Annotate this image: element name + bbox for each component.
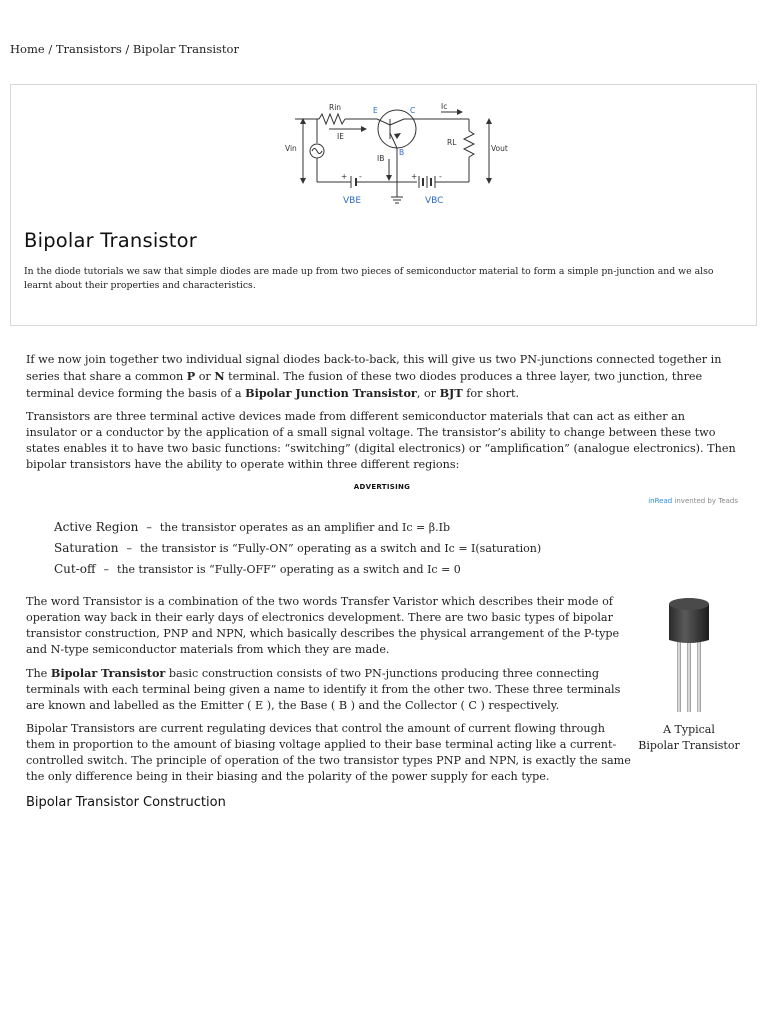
- region-item: Active Region – the transistor operates as an amplifier and Ic = β.Ib: [54, 520, 451, 534]
- paragraph-current-regulating: Bipolar Transistors are current regulating devices that control the amount of current flowing through them in proportion to the amount of biasing voltage applied to their base terminal acting like a current-controlled switch. The principle of operation of the two transistor types PNP and NPN, is exactly the same the only difference being in their biasing and the polarity of the power supply for each type.: [26, 722, 631, 783]
- page-intro: In the diode tutorials we saw that simple diodes are made up from two pieces of semiconductor material to form a simple pn-junction and we also learnt about their properties and characteristics.: [24, 266, 714, 291]
- hero-card: [10, 84, 757, 326]
- label-ib: IB: [377, 154, 385, 163]
- ad-credit: inRead invented by Teads: [648, 497, 738, 505]
- article-body: [26, 352, 738, 810]
- label-b: B: [399, 148, 405, 157]
- label-minus-1: -: [359, 172, 362, 181]
- label-e: E: [373, 106, 378, 115]
- label-plus-1: +: [341, 172, 348, 181]
- label-ic: Ic: [441, 102, 448, 111]
- label-minus-2: -: [439, 172, 442, 181]
- transistor-figure: [638, 594, 740, 754]
- construction-section: [26, 594, 738, 785]
- bipolar-transistor-circuit-diagram: [273, 99, 513, 209]
- label-rin: Rin: [329, 103, 342, 112]
- breadcrumb-home-link[interactable]: Home: [10, 42, 45, 56]
- operating-regions-list: [54, 517, 738, 580]
- to92-transistor-image: [659, 594, 719, 714]
- label-plus-2: +: [411, 172, 418, 181]
- label-vbc: VBC: [425, 196, 444, 206]
- label-vout: Vout: [491, 144, 508, 153]
- region-item: Cut-off – the transistor is “Fully-OFF” operating as a switch and Ic = 0: [54, 562, 461, 576]
- inread-link[interactable]: inRead: [648, 497, 673, 505]
- label-ie: IE: [337, 132, 344, 141]
- page-title: Bipolar Transistor: [24, 229, 197, 252]
- breadcrumb-separator: /: [44, 42, 56, 56]
- section-heading-construction: Bipolar Transistor Construction: [26, 795, 226, 810]
- paragraph-transistor-word: The word Transistor is a combination of the two words Transfer Varistor which describes their mode of operation way back in their early days of electronics development. There are two basic types of bipolar transistor construction, PNP and NPN, which basically describes the physical arrangement of the P-type and N-type semiconductor materials from which they are made.: [26, 595, 620, 656]
- breadcrumb: [10, 42, 239, 56]
- paragraph-construction: The Bipolar Transistor basic construction consists of two PN-junctions producing three connecting terminals with each terminal being given a name to identify it from the other two. These three terminals are known and labelled as the Emitter ( E ), the Base ( B ) and the Collector ( C ) respectively.: [26, 666, 621, 712]
- breadcrumb-separator: /: [121, 42, 133, 56]
- label-c: C: [410, 106, 416, 115]
- figure-caption: A Typical Bipolar Transistor: [638, 723, 740, 752]
- breadcrumb-transistors-link[interactable]: Transistors: [55, 42, 122, 56]
- breadcrumb-current: Bipolar Transistor: [132, 42, 239, 56]
- advertising-label: ADVERTISING: [353, 483, 411, 491]
- paragraph-intro: If we now join together two individual signal diodes back-to-back, this will give us two PN-junctions connected together in series that share a common P or N terminal. The fusion of these two diodes produces a three layer, two junction, three terminal device forming the basis of a Bipolar Junction Transistor, or BJT for short.: [26, 353, 722, 400]
- paragraph-regions-intro: Transistors are three terminal active devices made from different semiconductor materials that can act as either an insulator or a conductor by the application of a small signal voltage. The transistor’s ability to change between these two states enables it to have two basic functions: “switching” (digital electronics) or “amplification” (analogue electronics). Then bipolar transistors have the ability to operate within three different regions:: [26, 410, 736, 471]
- label-vin: Vin: [285, 144, 297, 153]
- label-vbe: VBE: [343, 196, 362, 206]
- label-rl: RL: [447, 138, 457, 147]
- region-item: Saturation – the transistor is “Fully-ON” operating as a switch and Ic = I(saturation): [54, 541, 542, 555]
